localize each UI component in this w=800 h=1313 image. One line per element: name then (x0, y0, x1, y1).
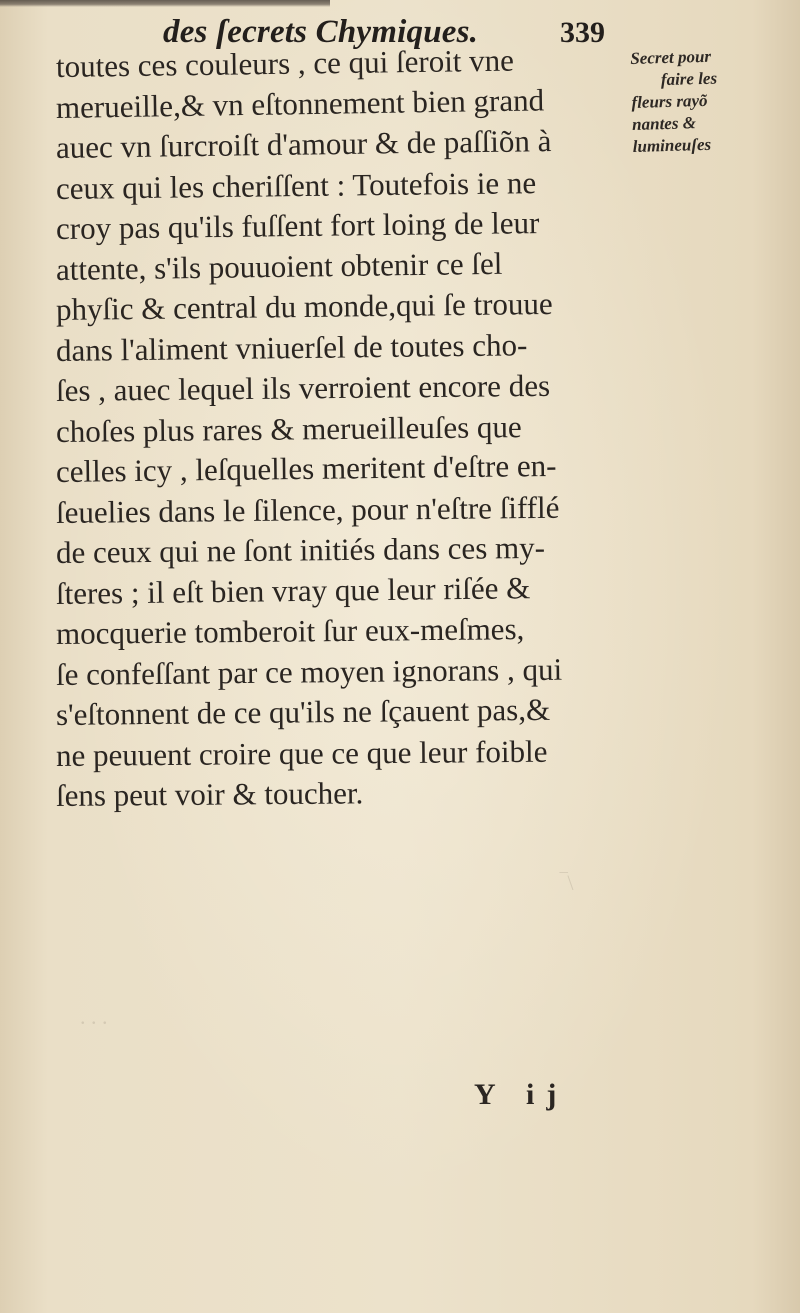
show-through-ink: ∙ ∙ ∙ (80, 1010, 108, 1035)
show-through-ink: /‾ (560, 870, 574, 895)
text-line: ſens peut voir & toucher. (55, 775, 364, 813)
signature-mark: Y ij (474, 1078, 569, 1111)
text-line: attente, s'ils pouuoient obtenir ce ſel (55, 245, 503, 287)
marginal-note-line: nantes & (631, 113, 697, 134)
text-line: merueille,& vn eſtonnement bien grand (55, 81, 545, 125)
page-number: 339 (560, 16, 605, 49)
running-title: des ſecrets Chymiques. (163, 14, 479, 50)
marginal-note (630, 43, 798, 158)
text-line: choſes plus rares & merueilleuſes que (55, 408, 522, 449)
marginal-note-line: lumineuſes (632, 134, 712, 156)
text-line: ſes , auec lequel ils verroient encore des (55, 367, 551, 408)
text-line: dans l'aliment vniuerſel de toutes cho- (55, 326, 528, 368)
text-line: phyſic & central du monde,qui ſe trouue (55, 285, 553, 327)
text-line: ceux qui les cheriſſent : Toutefois ie ne (55, 164, 537, 206)
text-line: ſeuelies dans le ſilence, pour n'eſtre ſifflé (55, 489, 560, 530)
body-text (55, 42, 646, 817)
marginal-note-line: faire les (660, 68, 718, 90)
text-line: celles icy , leſquelles meritent d'eſtre en- (55, 447, 557, 489)
text-line: ſe confeſſant par ce moyen ignorans , qui (55, 651, 563, 692)
text-line: croy pas qu'ils fuſſent fort loing de leur (55, 205, 540, 246)
text-line: ſteres ; il eſt bien vray que leur riſée & (55, 569, 531, 611)
text-line: de ceux qui ne ſont initiés dans ces my- (55, 529, 546, 570)
text-line: s'eſtonnent de ce qu'ils ne ſçauent pas,& (55, 691, 551, 732)
marginal-note-line: Secret pour (630, 46, 712, 68)
text-line: auec vn ſurcroiſt d'amour & de paſſiõn à (55, 123, 552, 165)
text-line: mocquerie tomberoit ſur eux-meſmes, (55, 611, 525, 651)
text-line: toutes ces couleurs , ce qui ſeroit vne (55, 42, 515, 84)
page-top-edge (0, 0, 330, 7)
marginal-note-line: fleurs rayõ (631, 90, 708, 112)
text-line: ne peuuent croire que ce que leur foible (55, 733, 548, 773)
